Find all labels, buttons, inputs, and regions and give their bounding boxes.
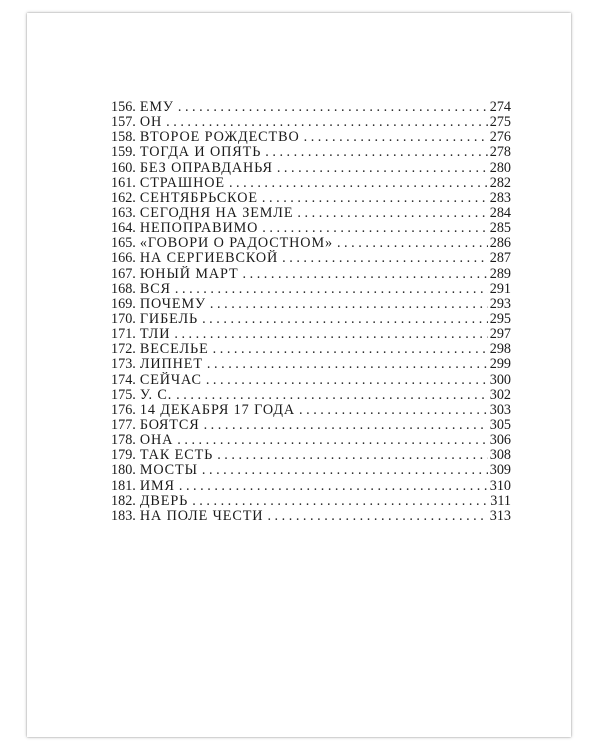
toc-entry-page-number: 302 [489,386,511,402]
toc-entry-page-number: 285 [489,220,511,236]
toc-dot-leader [282,250,488,265]
toc-entry-page-number: 306 [489,432,511,448]
toc-dot-leader [265,144,487,159]
toc-entry [111,402,511,417]
toc-entry-title: ТЛИ [139,326,171,342]
toc-entry [111,311,511,326]
toc-entry-title: НА СЕРГИЕВСКОЙ [139,250,279,266]
toc-dot-leader [177,432,487,447]
toc-dot-leader [166,114,488,129]
toc-entry-title: ОНА [139,432,174,448]
toc-dot-leader [176,387,488,402]
toc-entry-title: ТОГДА И ОПЯТЬ [139,144,262,160]
toc-entry [111,281,511,296]
toc-dot-leader [202,311,488,326]
toc-entry-page-number: 280 [489,159,511,175]
toc-entry-number: 168. [111,280,136,296]
toc-entry-page-number: 310 [489,477,511,493]
toc-entry-title: СЕГОДНЯ НА ЗЕМЛЕ [139,204,294,221]
toc-entry-page-number: 298 [489,341,511,357]
toc-dot-leader [267,508,487,523]
toc-entry [111,175,511,190]
toc-entry-page-number: 276 [489,129,511,145]
toc-entry-title: ГИБЕЛЬ [139,310,199,327]
toc-entry-number: 175. [111,386,136,402]
toc-entry-number: 164. [111,220,136,236]
toc-entry-number: 180. [111,462,136,478]
toc-dot-leader [174,326,487,341]
toc-entry-page-number: 299 [489,356,511,372]
toc-entry-title: ТАК ЕСТЬ [139,447,214,463]
toc-entry-title: БЕЗ ОПРАВДАНЬЯ [139,159,273,175]
toc-entry-title: ЛИПНЕТ [139,356,203,372]
toc-entry-title: ОН [139,114,163,130]
toc-entry-page-number: 282 [489,174,511,190]
toc-entry-page-number: 297 [489,326,511,342]
toc-entry [111,447,511,462]
toc-entry-title: «ГОВОРИ О РАДОСТНОМ» [139,235,333,251]
toc-dot-leader [262,220,487,235]
toc-entry-title: СЕЙЧАС [139,371,202,387]
toc-dot-leader [178,99,488,114]
toc-entry [111,114,511,129]
toc-dot-leader [213,341,488,356]
toc-dot-leader [304,129,488,144]
toc-entry-title: БОЯТСЯ [139,416,200,433]
toc-entry [111,144,511,159]
toc-entry-page-number: 303 [489,401,511,417]
toc-dot-leader [297,205,487,220]
toc-entry-number: 167. [111,265,136,281]
toc-entry-page-number: 286 [489,235,511,251]
toc-dot-leader [229,175,488,190]
toc-dot-leader [202,462,488,477]
toc-dot-leader [299,402,488,417]
toc-entry [111,160,511,175]
toc-entry-page-number: 278 [489,144,511,160]
toc-entry-number: 157. [111,114,136,130]
toc-entry-number: 176. [111,401,136,417]
toc-entry-number: 178. [111,432,136,448]
toc-entry [111,478,511,493]
toc-entry-number: 161. [111,174,136,190]
toc-entry-title: НЕПОПРАВИМО [139,220,259,236]
toc-entry [111,235,511,250]
toc-entry-number: 159. [111,144,136,160]
toc-entry-number: 172. [111,341,136,357]
toc-entry-title: 14 ДЕКАБРЯ 17 ГОДА [139,401,296,417]
table-of-contents [111,99,511,523]
toc-entry-page-number: 300 [489,371,511,387]
toc-entry-number: 160. [111,159,136,175]
toc-entry-title: ВЕСЕЛЬЕ [139,341,209,357]
toc-entry [111,493,511,508]
toc-entry-number: 179. [111,447,136,463]
toc-dot-leader [337,235,488,250]
toc-entry [111,129,511,144]
toc-entry [111,326,511,341]
toc-entry-number: 183. [111,507,136,523]
toc-entry-number: 169. [111,295,136,311]
toc-entry [111,356,511,371]
toc-entry-page-number: 274 [489,99,511,115]
toc-entry [111,341,511,356]
toc-entry-title: ЮНЫЙ МАРТ [139,265,239,281]
toc-entry-page-number: 283 [489,189,511,205]
toc-entry-title: МОСТЫ [139,462,198,478]
toc-dot-leader [192,493,488,508]
toc-entry [111,372,511,387]
toc-entry-number: 173. [111,356,136,372]
toc-entry-title: ЕМУ [139,99,174,115]
toc-entry-page-number: 287 [489,250,511,266]
toc-entry-number: 163. [111,204,136,221]
toc-dot-leader [175,281,488,296]
toc-entry [111,508,511,523]
toc-entry [111,220,511,235]
toc-dot-leader [204,417,488,432]
toc-entry-title: ВТОРОЕ РОЖДЕСТВО [139,129,300,145]
toc-entry-page-number: 311 [490,492,511,508]
toc-dot-leader [179,478,488,493]
toc-entry-number: 156. [111,99,136,115]
toc-entry-number: 170. [111,310,136,327]
toc-entry-number: 158. [111,129,136,145]
toc-entry-title: СТРАШНОЕ [139,174,225,190]
toc-entry [111,462,511,477]
toc-entry [111,387,511,402]
toc-dot-leader [243,266,488,281]
toc-entry-page-number: 284 [489,204,511,221]
toc-entry [111,205,511,220]
toc-entry-page-number: 289 [489,265,511,281]
toc-entry-page-number: 308 [489,447,511,463]
toc-entry [111,266,511,281]
toc-dot-leader [262,190,488,205]
toc-dot-leader [210,296,488,311]
toc-entry-title: У. С. [139,386,173,402]
toc-entry [111,190,511,205]
toc-entry [111,296,511,311]
toc-entry-number: 174. [111,371,136,387]
toc-entry-number: 166. [111,250,136,266]
toc-entry-page-number: 275 [489,114,511,130]
toc-entry-title: НА ПОЛЕ ЧЕСТИ [139,507,264,523]
toc-entry-page-number: 291 [489,280,511,296]
toc-entry [111,432,511,447]
toc-dot-leader [206,372,488,387]
toc-entry-title: СЕНТЯБРЬСКОЕ [139,189,258,205]
toc-entry-page-number: 305 [489,416,511,433]
book-page [27,13,571,737]
toc-entry [111,99,511,114]
toc-entry-page-number: 313 [489,507,511,523]
toc-dot-leader [277,160,488,175]
toc-entry-page-number: 293 [489,295,511,311]
toc-entry-number: 182. [111,492,136,508]
toc-entry-page-number: 309 [489,462,511,478]
toc-entry-title: ИМЯ [139,477,175,493]
toc-entry-number: 177. [111,416,136,433]
toc-entry-title: ВСЯ [139,280,171,296]
toc-dot-leader [207,356,488,371]
toc-entry-number: 165. [111,235,136,251]
toc-entry-page-number: 295 [489,310,511,327]
toc-entry [111,250,511,265]
toc-entry [111,417,511,432]
toc-entry-title: ДВЕРЬ [139,492,189,508]
toc-entry-number: 181. [111,477,136,493]
toc-entry-number: 162. [111,189,136,205]
toc-entry-number: 171. [111,326,136,342]
toc-dot-leader [217,447,488,462]
toc-entry-title: ПОЧЕМУ [139,295,206,311]
